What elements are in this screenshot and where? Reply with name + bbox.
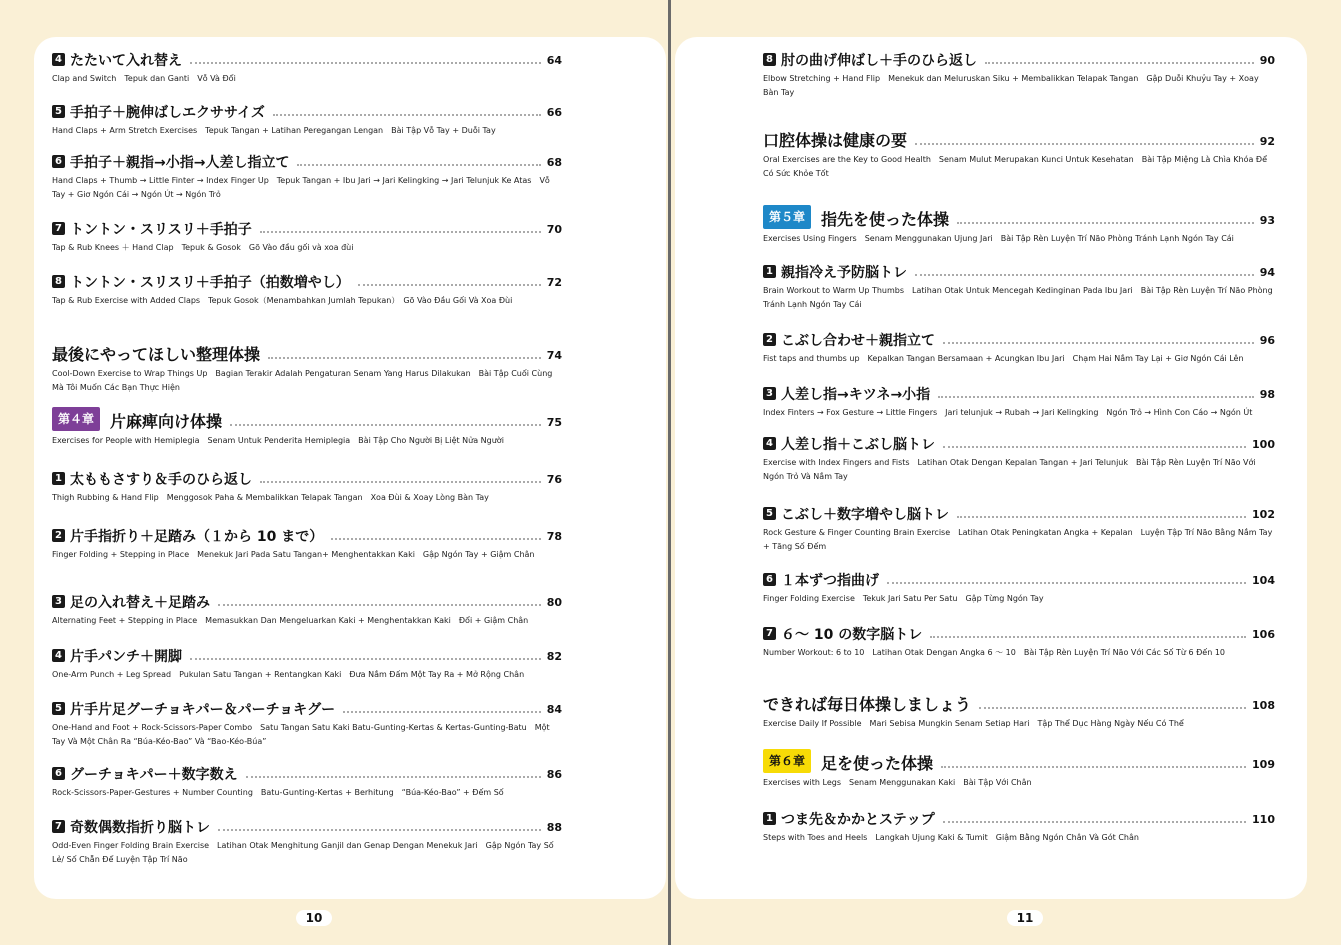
entry-translations: Exercises Using Fingers Senam Menggunakan Ujung Jari Bài Tập Rèn Luyện Trí Não Phòng Tránh Lạnh Ngón Tay Cái	[763, 234, 1234, 243]
toc-entry[interactable]	[763, 131, 1275, 181]
entry-title: ６～ 10 の数字脳トレ	[781, 627, 923, 643]
entry-translations: Finger Folding Exercise Tekuk Jari Satu Per Satu Gập Từng Ngón Tay	[763, 594, 1044, 603]
dot-leader	[230, 423, 541, 426]
toc-entry[interactable]	[52, 222, 562, 255]
dot-leader	[915, 273, 1254, 276]
entry-title: １本ずつ指曲げ	[781, 573, 879, 589]
toc-entry[interactable]	[763, 333, 1275, 366]
item-number-badge: 3	[763, 387, 776, 400]
item-number-badge: 6	[52, 155, 65, 168]
entry-translations: Alternating Feet + Stepping in Place Memasukkan Dan Mengeluarkan Kaki + Menghentakkan Kaki Đổi + Giậm Chân	[52, 616, 529, 625]
toc-entry[interactable]	[52, 155, 562, 202]
dot-leader	[957, 221, 1254, 224]
page-ref: 100	[1252, 438, 1275, 451]
toc-entry[interactable]	[763, 573, 1275, 606]
page-ref: 82	[546, 650, 562, 663]
item-number-badge: 1	[763, 265, 776, 278]
toc-entry[interactable]	[52, 595, 562, 628]
dot-leader	[218, 828, 541, 831]
dot-leader	[930, 635, 1246, 638]
dot-leader	[297, 163, 540, 166]
page-ref: 86	[546, 768, 562, 781]
toc-entry[interactable]	[52, 105, 562, 138]
entry-title: 人差し指＋こぶし脳トレ	[781, 437, 935, 453]
toc-entry[interactable]	[52, 702, 562, 749]
dot-leader	[246, 775, 541, 778]
entry-translations: Exercise with Index Fingers and Fists Latihan Otak Dengan Kepalan Tangan + Jari Telunjuk Bài Tập Rèn Luyện Trí Não Với Ngón Trỏ Và Nắm Tay	[763, 458, 1256, 481]
toc-entry[interactable]	[763, 387, 1275, 420]
item-number-badge: 8	[52, 275, 65, 288]
item-number-badge: 2	[763, 333, 776, 346]
entry-title: 人差し指→キツネ→小指	[781, 387, 931, 403]
item-number-badge: 6	[52, 767, 65, 780]
entry-title: 片麻痺向け体操	[110, 412, 223, 431]
item-number-badge: 3	[52, 595, 65, 608]
entry-title: できれば毎日体操しましょう	[763, 695, 972, 714]
dot-leader	[941, 765, 1246, 768]
toc-entry[interactable]	[763, 53, 1275, 100]
item-number-badge: 5	[763, 507, 776, 520]
toc-entry[interactable]	[763, 695, 1275, 731]
page-ref: 75	[546, 416, 562, 429]
dot-leader	[190, 61, 541, 64]
dot-leader	[331, 537, 540, 540]
right-page-number: 11	[1007, 910, 1043, 926]
page-ref: 68	[546, 156, 562, 169]
page-ref: 92	[1259, 135, 1275, 148]
dot-leader	[943, 445, 1246, 448]
entry-title: 奇数偶数指折り脳トレ	[70, 820, 210, 836]
toc-entry[interactable]	[52, 529, 562, 562]
entry-title: トントン・スリスリ＋手拍子（拍数増やし）	[70, 275, 350, 291]
item-number-badge: 5	[52, 105, 65, 118]
item-number-badge: 1	[52, 472, 65, 485]
entry-title: トントン・スリスリ＋手拍子	[70, 222, 252, 238]
chapter-label: 第５章	[763, 205, 811, 229]
entry-translations: Hand Claps + Arm Stretch Exercises Tepuk Tangan + Latihan Peregangan Lengan Bài Tập Vỗ Tay + Duỗi Tay	[52, 126, 496, 135]
page-ref: 84	[546, 703, 562, 716]
page-ref: 88	[546, 821, 562, 834]
page-ref: 80	[546, 596, 562, 609]
page-ref: 110	[1252, 813, 1275, 826]
dot-leader	[979, 706, 1246, 709]
entry-translations: Elbow Stretching + Hand Flip Menekuk dan Meluruskan Siku + Membalikkan Telapak Tangan Gập Duỗi Khuỷu Tay + Xoay Bàn Tay	[763, 74, 1259, 97]
dot-leader	[943, 341, 1254, 344]
entry-translations: Exercise Daily If Possible Mari Sebisa Mungkin Senam Setiap Hari Tập Thể Dục Hàng Ngày Nếu Có Thể	[763, 719, 1184, 728]
item-number-badge: 5	[52, 702, 65, 715]
entry-title: 太ももさすり＆手のひら返し	[70, 472, 252, 488]
entry-title: 口腔体操は健康の要	[763, 131, 908, 150]
toc-entry[interactable]	[52, 275, 562, 308]
toc-entry[interactable]	[52, 472, 562, 505]
dot-leader	[268, 356, 541, 359]
item-number-badge: 4	[52, 53, 65, 66]
entry-translations: Oral Exercises are the Key to Good Health Senam Mulut Merupakan Kunci Untuk Kesehatan Bài Tập Miệng Là Chìa Khóa Để Có Sức Khỏe Tốt	[763, 155, 1268, 178]
toc-entry[interactable]	[52, 649, 562, 682]
toc-entry[interactable]	[763, 205, 1275, 246]
item-number-badge: 2	[52, 529, 65, 542]
dot-leader	[260, 230, 541, 233]
dot-leader	[943, 820, 1246, 823]
page-ref: 90	[1259, 54, 1275, 67]
entry-translations: Tap & Rub Exercise with Added Claps Tepuk Gosok（Menambahkan Jumlah Tepukan） Gõ Vào Đầu Gối Và Xoa Đùi	[52, 296, 513, 305]
entry-translations: Brain Workout to Warm Up Thumbs Latihan Otak Untuk Mencegah Kedinginan Pada Ibu Jari Bài Tập Rèn Luyện Trí Não Phòng Tránh Lạnh Ngón Tay Cái	[763, 286, 1273, 309]
page-ref: 96	[1259, 334, 1275, 347]
item-number-badge: 7	[52, 820, 65, 833]
entry-translations: Steps with Toes and Heels Langkah Ujung Kaki & Tumit Giậm Bằng Ngón Chân Và Gót Chân	[763, 833, 1139, 842]
toc-entry[interactable]	[52, 53, 562, 86]
item-number-badge: 4	[763, 437, 776, 450]
entry-translations: Index Finters → Fox Gesture → Little Fingers Jari telunjuk → Rubah → Jari Kelingking Ngón Trỏ → Hình Con Cáo → Ngón Út	[763, 408, 1253, 417]
dot-leader	[260, 480, 541, 483]
dot-leader	[218, 603, 541, 606]
page-ref: 109	[1252, 758, 1275, 771]
item-number-badge: 6	[763, 573, 776, 586]
entry-title: たたいて入れ替え	[70, 53, 182, 69]
entry-title: 最後にやってほしい整理体操	[52, 345, 261, 364]
page-ref: 94	[1259, 266, 1275, 279]
entry-translations: Exercises for People with Hemiplegia Senam Untuk Penderita Hemiplegia Bài Tập Cho Người Bị Liệt Nửa Người	[52, 436, 504, 445]
toc-entry[interactable]	[763, 265, 1275, 312]
page-ref: 93	[1259, 214, 1275, 227]
entry-translations: Hand Claps + Thumb → Little Finter → Index Finger Up Tepuk Tangan + Ibu Jari → Jari Kelingking → Jari Telunjuk Ke Atas Vỗ Tay + Giơ Ngón Cái → Ngón Út → Ngón Trỏ	[52, 176, 550, 199]
toc-entry[interactable]	[763, 507, 1275, 554]
dot-leader	[938, 395, 1254, 398]
page-ref: 104	[1252, 574, 1275, 587]
dot-leader	[887, 581, 1246, 584]
entry-translations: Tap & Rub Knees ＋ Hand Clap Tepuk & Gosok Gõ Vào đầu gối và xoa đùi	[52, 243, 354, 252]
dot-leader	[985, 61, 1254, 64]
chapter-label: 第６章	[763, 749, 811, 773]
dot-leader	[343, 710, 541, 713]
item-number-badge: 1	[763, 812, 776, 825]
page-ref: 64	[546, 54, 562, 67]
entry-translations: One-Hand and Foot + Rock-Scissors-Paper Combo Satu Tangan Satu Kaki Batu-Gunting-Kertas & Kertas-Gunting-Batu Một Tay Và Một Chân Ra “Búa-Kéo-Bao” Và “Bao-Kéo-Búa”	[52, 723, 550, 746]
entry-translations: Rock Gesture & Finger Counting Brain Exercise Latihan Otak Peningkatan Angka + Kepalan Luyện Tập Trí Não Bằng Nắm Tay + Tăng Số Đếm	[763, 528, 1273, 551]
page-ref: 76	[546, 473, 562, 486]
entry-translations: Clap and Switch Tepuk dan Ganti Vỗ Và Đổi	[52, 74, 236, 83]
toc-entry[interactable]	[52, 820, 562, 867]
entry-title: 片手片足グーチョキパー＆パーチョキグー	[70, 702, 336, 718]
page-ref: 102	[1252, 508, 1275, 521]
entry-title: 親指冷え予防脳トレ	[781, 265, 907, 281]
entry-translations: Thigh Rubbing & Hand Flip Menggosok Paha & Membalikkan Telapak Tangan Xoa Đùi & Xoay Lòng Bàn Tay	[52, 493, 489, 502]
entry-title: つま先＆かかとステップ	[781, 812, 935, 828]
page-ref: 78	[546, 530, 562, 543]
page-ref: 98	[1259, 388, 1275, 401]
entry-title: 指先を使った体操	[821, 210, 950, 229]
dot-leader	[273, 113, 541, 116]
page-ref: 108	[1252, 699, 1275, 712]
entry-translations: Odd-Even Finger Folding Brain Exercise Latihan Otak Menghitung Ganjil dan Genap Dengan Menekuk Jari Gập Ngón Tay Số Lẻ/ Số Chẵn Để Luyện Tập Trí Não	[52, 841, 554, 864]
item-number-badge: 7	[763, 627, 776, 640]
entry-translations: Exercises with Legs Senam Menggunakan Kaki Bài Tập Với Chân	[763, 778, 1032, 787]
page-ref: 72	[546, 276, 562, 289]
toc-entry[interactable]	[52, 407, 562, 448]
entry-title: 片手指折り＋足踏み（１から 10 まで）	[70, 529, 324, 545]
entry-title: こぶし＋数字増やし脳トレ	[781, 507, 949, 523]
entry-title: 片手パンチ＋開脚	[70, 649, 182, 665]
toc-entry[interactable]	[763, 749, 1275, 790]
page-ref: 70	[546, 223, 562, 236]
entry-title: 足を使った体操	[821, 754, 934, 773]
entry-translations: One-Arm Punch + Leg Spread Pukulan Satu Tangan + Rentangkan Kaki Đưa Nắm Đấm Một Tay Ra + Mở Rộng Chân	[52, 670, 525, 679]
entry-translations: Rock-Scissors-Paper-Gestures + Number Counting Batu-Gunting-Kertas + Berhitung “Búa-Kéo-Bao” + Đếm Số	[52, 788, 504, 797]
page-ref: 74	[546, 349, 562, 362]
entry-title: グーチョキパー＋数字数え	[70, 767, 238, 783]
toc-entry[interactable]	[763, 437, 1275, 484]
entry-title: こぶし合わせ＋親指立て	[781, 333, 935, 349]
toc-entry[interactable]	[763, 812, 1275, 845]
left-page-number: 10	[296, 910, 332, 926]
page-ref: 66	[546, 106, 562, 119]
dot-leader	[190, 657, 541, 660]
entry-title: 手拍子＋親指→小指→人差し指立て	[70, 155, 290, 171]
entry-title: 足の入れ替え＋足踏み	[70, 595, 210, 611]
toc-entry[interactable]	[52, 767, 562, 800]
entry-translations: Number Workout: 6 to 10 Latihan Otak Dengan Angka 6 ～ 10 Bài Tập Rèn Luyện Trí Não Với Các Số Từ 6 Đến 10	[763, 648, 1226, 657]
page-ref: 106	[1252, 628, 1275, 641]
dot-leader	[957, 515, 1246, 518]
dot-leader	[915, 142, 1254, 145]
dot-leader	[358, 283, 541, 286]
entry-translations: Cool-Down Exercise to Wrap Things Up Bagian Terakir Adalah Pengaturan Senam Yang Harus Dilakukan Bài Tập Cuối Cùng Mà Tôi Muốn Các Bạn Thực Hiện	[52, 369, 553, 392]
right-page	[675, 37, 1307, 899]
chapter-label: 第４章	[52, 407, 100, 431]
toc-entry[interactable]	[52, 345, 562, 395]
entry-title: 肘の曲げ伸ばし＋手のひら返し	[781, 53, 977, 69]
item-number-badge: 8	[763, 53, 776, 66]
entry-translations: Finger Folding + Stepping in Place Menekuk Jari Pada Satu Tangan+ Menghentakkan Kaki Gập Ngón Tay + Giậm Chân	[52, 550, 535, 559]
book-fold	[668, 0, 671, 945]
entry-translations: Fist taps and thumbs up Kepalkan Tangan Bersamaan + Acungkan Ibu Jari Chạm Hai Nắm Tay Lại + Giơ Ngón Cái Lên	[763, 354, 1244, 363]
entry-title: 手拍子＋腕伸ばしエクササイズ	[70, 105, 265, 121]
item-number-badge: 4	[52, 649, 65, 662]
item-number-badge: 7	[52, 222, 65, 235]
left-page	[34, 37, 666, 899]
toc-entry[interactable]	[763, 627, 1275, 660]
